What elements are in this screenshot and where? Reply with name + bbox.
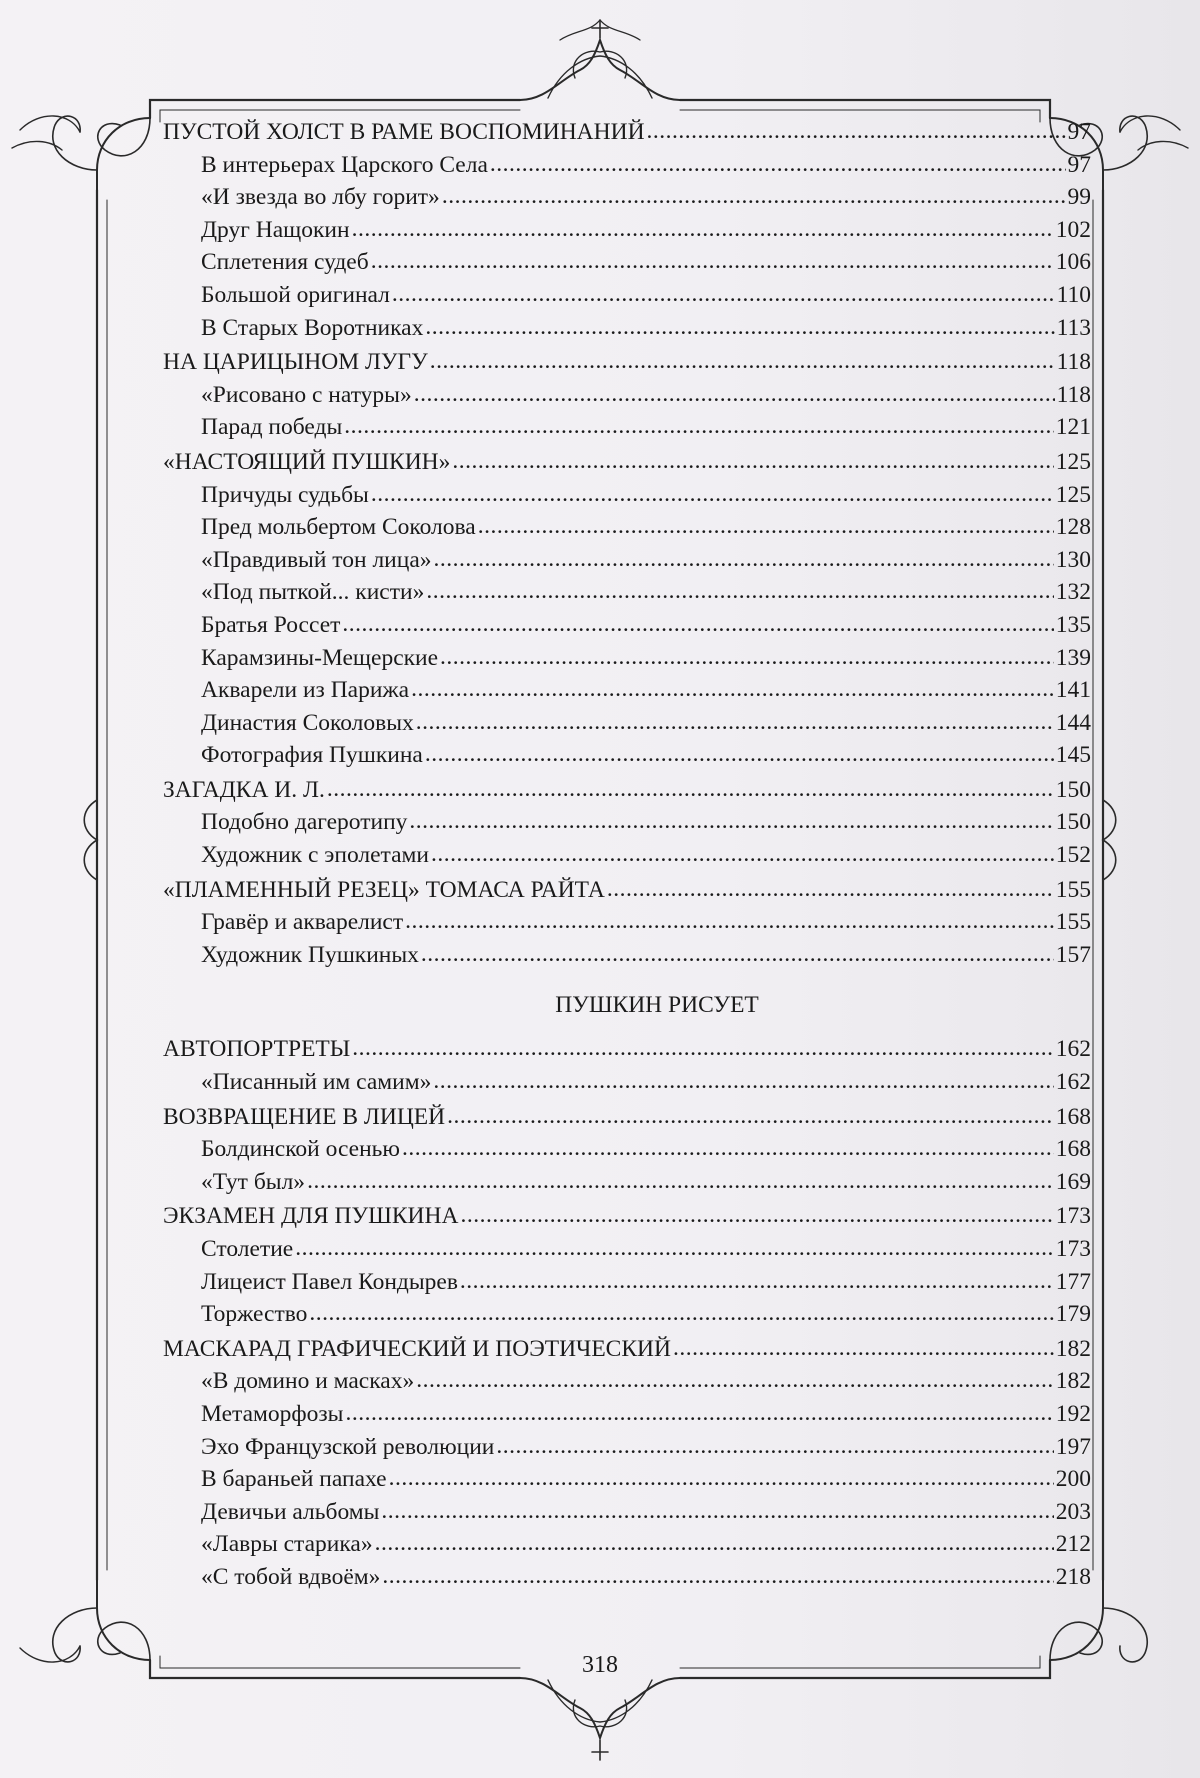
toc-leader-dots xyxy=(647,115,1066,148)
toc-entry-page: 152 xyxy=(1055,842,1091,869)
toc-leader-dots xyxy=(434,543,1054,576)
toc-entry-title: «Рисовано с натуры» xyxy=(201,381,412,408)
toc-entry xyxy=(163,246,1091,279)
toc-entry xyxy=(163,1233,1091,1266)
toc-entry-page: 173 xyxy=(1055,1236,1091,1262)
toc-entry-title: «Писанный им самим» xyxy=(201,1069,432,1096)
toc-entry xyxy=(163,214,1091,247)
toc-leader-dots xyxy=(405,905,1054,938)
toc-entry-major xyxy=(163,116,1091,149)
toc-entry-page: 118 xyxy=(1056,381,1091,408)
toc-leader-dots xyxy=(490,148,1066,181)
toc-leader-dots xyxy=(344,410,1053,443)
toc-entry-major xyxy=(163,446,1091,479)
toc-entry-title: Фотография Пушкина xyxy=(201,742,423,769)
toc-leader-dots xyxy=(382,1560,1053,1593)
toc-leader-dots xyxy=(607,873,1054,906)
toc-entry xyxy=(163,739,1091,772)
toc-entry xyxy=(163,379,1091,412)
toc-entry-title: Болдинской осенью xyxy=(201,1136,400,1163)
toc-entry-title: Девичьи альбомы xyxy=(201,1498,380,1525)
toc-entry-title: В бараньей папахе xyxy=(201,1466,387,1493)
toc-entry-major xyxy=(163,874,1091,907)
toc-entry xyxy=(163,609,1091,642)
toc-entry-title: Художник с эполетами xyxy=(201,842,429,869)
toc-entry-title: МАСКАРАД ГРАФИЧЕСКИЙ И ПОЭТИЧЕСКИЙ xyxy=(163,1335,671,1362)
toc-entry xyxy=(163,479,1091,512)
toc-entry-page: 173 xyxy=(1055,1203,1091,1230)
toc-entry xyxy=(163,906,1091,939)
toc-entry-title: «НАСТОЯЩИЙ ПУШКИН» xyxy=(163,448,451,475)
toc-entry-page: 168 xyxy=(1055,1103,1091,1130)
toc-leader-dots xyxy=(478,510,1054,543)
toc-entry xyxy=(163,312,1091,345)
toc-entry-title: «Тут был» xyxy=(201,1168,306,1195)
page-number: 318 xyxy=(582,1652,618,1678)
toc-entry-title: Лицеист Павел Кондырев xyxy=(201,1268,458,1295)
table-of-contents xyxy=(163,114,1091,1594)
toc-entry-page: 145 xyxy=(1055,742,1091,769)
toc-entry xyxy=(163,1298,1091,1331)
toc-leader-dots xyxy=(371,245,1054,278)
toc-entry-page: 132 xyxy=(1055,579,1091,606)
toc-entry-title: Столетие xyxy=(201,1236,294,1262)
toc-entry-page: 218 xyxy=(1055,1563,1091,1590)
toc-entry-page: 155 xyxy=(1055,909,1091,936)
toc-entry-page: 102 xyxy=(1055,216,1091,243)
toc-entry-title: Гравёр и акварелист xyxy=(201,909,404,936)
toc-entry xyxy=(163,511,1091,544)
toc-leader-dots xyxy=(673,1332,1054,1365)
toc-entry-title: Друг Нащокин xyxy=(201,216,350,243)
toc-leader-dots xyxy=(381,1495,1053,1528)
toc-entry-page: 125 xyxy=(1055,448,1091,475)
toc-entry-major xyxy=(163,346,1091,379)
toc-leader-dots xyxy=(327,773,1054,806)
toc-entry-page: 182 xyxy=(1055,1335,1091,1362)
toc-entry-title: Эхо Французской революции xyxy=(201,1433,495,1460)
toc-entry-major xyxy=(163,1200,1091,1233)
toc-entry xyxy=(163,1431,1091,1464)
toc-entry-page: 97 xyxy=(1067,119,1091,145)
toc-entry-page: 162 xyxy=(1055,1069,1091,1096)
toc-entry xyxy=(163,939,1091,972)
toc-leader-dots xyxy=(392,278,1055,311)
toc-entry xyxy=(163,806,1091,839)
toc-entry-page: 130 xyxy=(1055,546,1091,573)
toc-entry-page: 121 xyxy=(1055,414,1091,441)
toc-entry xyxy=(163,544,1091,577)
toc-leader-dots xyxy=(460,1265,1054,1298)
toc-entry xyxy=(163,707,1091,740)
toc-entry-major xyxy=(163,774,1091,807)
toc-entry-page: 135 xyxy=(1055,611,1091,638)
toc-entry-page: 144 xyxy=(1055,709,1091,736)
toc-leader-dots xyxy=(440,641,1054,674)
toc-entry xyxy=(163,1133,1091,1166)
toc-entry-title: ВОЗВРАЩЕНИЕ В ЛИЦЕЙ xyxy=(163,1103,446,1130)
toc-entry-title: Большой оригинал xyxy=(201,281,390,308)
toc-entry xyxy=(163,411,1091,444)
toc-entry xyxy=(163,149,1091,182)
toc-entry-page: 150 xyxy=(1055,809,1091,836)
toc-leader-dots xyxy=(426,575,1053,608)
toc-entry-page: 113 xyxy=(1056,314,1091,341)
toc-entry-page: 139 xyxy=(1055,644,1091,671)
toc-entry-page: 162 xyxy=(1055,1036,1091,1063)
toc-entry xyxy=(163,181,1091,214)
toc-entry-page: 197 xyxy=(1055,1433,1091,1460)
toc-entry-page: 97 xyxy=(1067,151,1091,178)
toc-entry-title: «ПЛАМЕННЫЙ РЕЗЕЦ» ТОМАСА РАЙТА xyxy=(163,876,605,903)
toc-entry-title: Торжество xyxy=(201,1301,308,1328)
toc-leader-dots xyxy=(352,1032,1053,1065)
toc-entry xyxy=(163,1463,1091,1496)
toc-leader-dots xyxy=(352,213,1054,246)
toc-entry-title: ЭКЗАМЕН ДЛЯ ПУШКИНА xyxy=(163,1203,459,1230)
toc-entry xyxy=(163,642,1091,675)
toc-entry-title: Сплетения судеб xyxy=(201,249,369,276)
toc-entry-title: АВТОПОРТРЕТЫ xyxy=(163,1036,351,1063)
toc-entry-page: 128 xyxy=(1055,514,1091,541)
toc-entry xyxy=(163,1365,1091,1398)
toc-leader-dots xyxy=(416,706,1054,739)
toc-entry xyxy=(163,1561,1091,1594)
toc-entry-title: Метаморфозы xyxy=(201,1400,344,1427)
toc-entry-major xyxy=(163,1333,1091,1366)
toc-entry-title: Парад победы xyxy=(201,414,343,441)
toc-leader-dots xyxy=(425,311,1054,344)
toc-entry-title: Акварели из Парижа xyxy=(201,677,410,704)
toc-entry-page: 155 xyxy=(1055,876,1091,903)
toc-leader-dots xyxy=(414,378,1055,411)
toc-leader-dots xyxy=(460,1199,1053,1232)
toc-entry-title: «В домино и масках» xyxy=(201,1368,415,1395)
toc-leader-dots xyxy=(431,838,1054,871)
toc-entry-title: В интерьерах Царского Села xyxy=(201,151,488,178)
toc-entry-major xyxy=(163,1101,1091,1134)
toc-entry-page: 203 xyxy=(1055,1498,1091,1525)
toc-entry xyxy=(163,1166,1091,1199)
toc-entry-page: 200 xyxy=(1055,1466,1091,1493)
toc-entry xyxy=(163,1398,1091,1431)
toc-leader-dots xyxy=(389,1462,1054,1495)
toc-entry-page: 118 xyxy=(1056,349,1091,376)
toc-leader-dots xyxy=(307,1165,1054,1198)
toc-entry-page: 177 xyxy=(1055,1268,1091,1295)
toc-entry-page: 99 xyxy=(1067,184,1091,211)
toc-entry-title: В Старых Воротниках xyxy=(201,314,424,341)
toc-entry-title: НА ЦАРИЦЫНОМ ЛУГУ xyxy=(163,349,428,376)
toc-entry-page: 106 xyxy=(1055,249,1091,276)
toc-entry-title: Династия Соколовых xyxy=(201,709,414,736)
toc-entry-title: Подобно дагеротипу xyxy=(201,809,408,836)
toc-entry-page: 150 xyxy=(1055,776,1091,803)
toc-entry-title: «Правдивый тон лица» xyxy=(201,546,432,573)
toc-entry-title: Пред мольбертом Соколова xyxy=(201,514,476,541)
toc-entry-title: Карамзины-Мещерские xyxy=(201,644,439,671)
toc-entry-title: Причуды судьбы xyxy=(201,481,369,508)
toc-leader-dots xyxy=(371,478,1054,511)
toc-entry-page: 212 xyxy=(1055,1531,1091,1558)
toc-entry xyxy=(163,674,1091,707)
toc-entry-page: 182 xyxy=(1055,1368,1091,1395)
toc-entry-page: 192 xyxy=(1055,1400,1091,1427)
toc-leader-dots xyxy=(452,445,1053,478)
toc-leader-dots xyxy=(342,608,1053,641)
toc-leader-dots xyxy=(402,1132,1054,1165)
toc-leader-dots xyxy=(345,1397,1053,1430)
toc-leader-dots xyxy=(375,1527,1054,1560)
toc-leader-dots xyxy=(442,180,1066,213)
toc-entry-page: 125 xyxy=(1055,481,1091,508)
toc-entry xyxy=(163,1496,1091,1529)
toc-entry xyxy=(163,576,1091,609)
toc-leader-dots xyxy=(411,673,1054,706)
toc-entry-page: 169 xyxy=(1055,1168,1091,1195)
toc-entry-title: ПУСТОЙ ХОЛСТ В РАМЕ ВОСПОМИНАНИЙ xyxy=(163,119,645,145)
toc-leader-dots xyxy=(295,1232,1054,1265)
toc-leader-dots xyxy=(309,1297,1053,1330)
toc-entry-page: 110 xyxy=(1056,281,1091,308)
toc-leader-dots xyxy=(433,1065,1053,1098)
toc-entry-title: Художник Пушкиных xyxy=(201,941,419,968)
toc-entry xyxy=(163,839,1091,872)
toc-entry-page: 168 xyxy=(1055,1136,1091,1163)
toc-entry-title: Братья Россет xyxy=(201,611,341,638)
toc-leader-dots xyxy=(425,738,1054,771)
toc-entry xyxy=(163,279,1091,312)
toc-leader-dots xyxy=(416,1364,1054,1397)
toc-entry-page: 157 xyxy=(1055,941,1091,968)
toc-leader-dots xyxy=(447,1100,1054,1133)
toc-leader-dots xyxy=(421,938,1054,971)
toc-entry xyxy=(163,1266,1091,1299)
toc-leader-dots xyxy=(430,345,1055,378)
toc-leader-dots xyxy=(496,1430,1053,1463)
toc-entry-title: «Лавры старика» xyxy=(201,1531,373,1558)
toc-entry-page: 141 xyxy=(1055,677,1091,704)
section-heading: ПУШКИН РИСУЕТ xyxy=(555,992,759,1019)
toc-entry xyxy=(163,1528,1091,1561)
toc-entry-title: «С тобой вдвоём» xyxy=(201,1563,381,1590)
toc-entry xyxy=(163,1066,1091,1099)
toc-entry-title: «И звезда во лбу горит» xyxy=(201,184,440,211)
toc-entry-page: 179 xyxy=(1055,1301,1091,1328)
toc-leader-dots xyxy=(409,805,1053,838)
toc-entry-title: ЗАГАДКА И. Л. xyxy=(163,776,325,803)
toc-entry-title: «Под пыткой... кисти» xyxy=(201,579,425,606)
toc-entry-major xyxy=(163,1033,1091,1066)
